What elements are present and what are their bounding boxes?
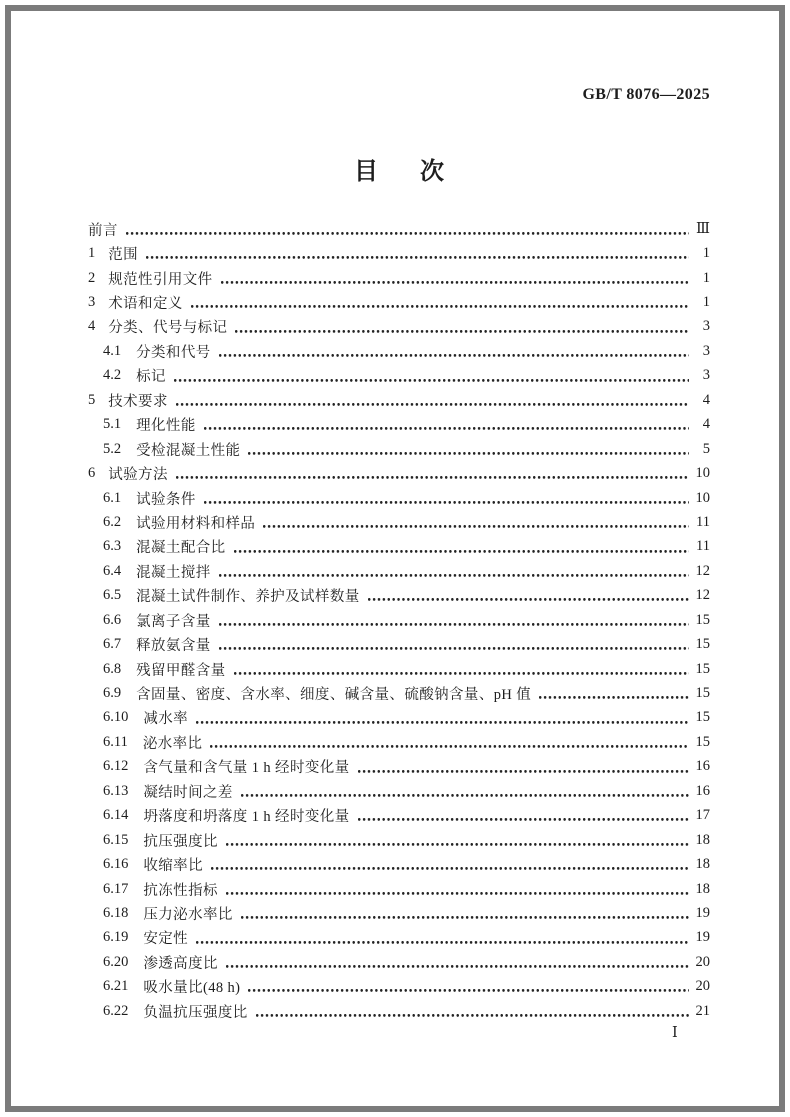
- toc-leader-dots: [196, 706, 689, 730]
- toc-entry-label: 试验方法: [108, 467, 168, 484]
- toc-leader-dots: [234, 535, 689, 559]
- toc-entry-number: 6.19: [103, 929, 129, 946]
- toc-entry-page: 1: [702, 269, 710, 286]
- toc-entry-number: 6.20: [103, 953, 129, 970]
- toc-entry: [88, 217, 710, 241]
- toc-entry-number: 6: [88, 465, 96, 482]
- toc-entry: [88, 608, 710, 632]
- toc-entry-page: 20: [695, 953, 710, 970]
- toc-entry-label: 坍落度和坍落度 1 h 经时变化量: [143, 809, 350, 826]
- toc-leader-dots: [204, 413, 689, 437]
- toc-leader-dots: [368, 584, 689, 608]
- toc-entry-number: 6.17: [103, 880, 129, 897]
- toc-entry: [88, 413, 710, 437]
- toc-entry-page: 5: [702, 440, 710, 457]
- toc-entry: [88, 877, 710, 901]
- toc-entry: [88, 510, 710, 534]
- toc-leader-dots: [256, 999, 689, 1023]
- toc-entry-number: 6.13: [103, 782, 129, 799]
- toc-entry-number: 6.14: [103, 807, 129, 824]
- toc-entry-number: 6.2: [103, 513, 122, 530]
- toc-entry: [88, 266, 710, 290]
- toc-entry-page: 11: [696, 538, 710, 555]
- toc-leader-dots: [234, 657, 689, 681]
- toc-entry-page: 3: [702, 367, 710, 384]
- toc-entry-number: 6.6: [103, 611, 122, 628]
- toc-entry-number: 3: [88, 294, 96, 311]
- toc-entry-label: 渗透高度比: [143, 955, 218, 972]
- toc-leader-dots: [226, 828, 689, 852]
- standard-code: GB/T 8076—2025: [582, 86, 710, 103]
- toc-entry-number: 6.15: [103, 831, 129, 848]
- toc-entry-page: 3: [702, 342, 710, 359]
- toc-entry: [88, 804, 710, 828]
- toc-entry-number: 6.5: [103, 587, 122, 604]
- toc-entry-page: 18: [695, 856, 710, 873]
- toc-entry-label: 混凝土搅拌: [136, 564, 211, 581]
- toc-list: [88, 217, 710, 1023]
- toc-entry: [88, 828, 710, 852]
- toc-entry-page: Ⅲ: [696, 220, 710, 237]
- toc-entry-number: 6.21: [103, 978, 129, 995]
- toc-entry-page: 17: [695, 807, 710, 824]
- toc-entry-page: 15: [695, 660, 710, 677]
- toc-leader-dots: [221, 266, 689, 290]
- toc-entry-label: 规范性引用文件: [108, 271, 213, 288]
- toc-entry-number: 6.22: [103, 1002, 129, 1019]
- toc-entry-label: 技术要求: [108, 393, 168, 410]
- page-content: [88, 0, 710, 1117]
- toc-leader-dots: [248, 975, 689, 999]
- toc-entry-page: 20: [695, 978, 710, 995]
- toc-entry-number: 2: [88, 269, 96, 286]
- toc-entry-label: 含气量和含气量 1 h 经时变化量: [143, 760, 350, 777]
- toc-entry-page: 1: [702, 294, 710, 311]
- toc-leader-dots: [211, 852, 689, 876]
- toc-entry: [88, 486, 710, 510]
- toc-entry: [88, 290, 710, 314]
- toc-entry-page: 15: [695, 709, 710, 726]
- toc-entry: [88, 584, 710, 608]
- toc-entry-page: 1: [702, 245, 710, 262]
- toc-entry: [88, 852, 710, 876]
- page-folio: Ⅰ: [672, 1025, 678, 1041]
- toc-entry-number: 4: [88, 318, 96, 335]
- toc-leader-dots: [241, 779, 689, 803]
- toc-entry-label: 术语和定义: [108, 296, 183, 313]
- toc-leader-dots: [226, 950, 689, 974]
- toc-entry-label: 残留甲醛含量: [136, 662, 226, 679]
- toc-entry-page: 12: [695, 562, 710, 579]
- page-title-char-1: 目: [354, 159, 378, 185]
- toc-entry: [88, 632, 710, 656]
- toc-entry-number: 6.18: [103, 904, 129, 921]
- toc-leader-dots: [146, 241, 689, 265]
- toc-entry: [88, 975, 710, 999]
- toc-entry: [88, 388, 710, 412]
- toc-leader-dots: [241, 901, 689, 925]
- toc-entry-number: 6.4: [103, 562, 122, 579]
- toc-entry-page: 15: [695, 733, 710, 750]
- toc-entry-number: 5.2: [103, 440, 122, 457]
- page-title: [88, 151, 710, 186]
- toc-leader-dots: [358, 804, 689, 828]
- toc-entry-page: 19: [695, 904, 710, 921]
- toc-entry: [88, 926, 710, 950]
- toc-leader-dots: [248, 437, 689, 461]
- toc-entry-page: 10: [695, 465, 710, 482]
- toc-entry-number: 6.16: [103, 856, 129, 873]
- page-title-char-2: 次: [420, 159, 444, 185]
- toc-entry: [88, 730, 710, 754]
- toc-entry-number: 6.10: [103, 709, 129, 726]
- toc-entry-label: 抗冻性指标: [143, 882, 218, 899]
- toc-entry-page: 15: [695, 611, 710, 628]
- toc-entry-label: 负温抗压强度比: [143, 1004, 248, 1021]
- toc-entry: [88, 755, 710, 779]
- toc-entry-label: 吸水量比(48 h): [143, 980, 241, 997]
- toc-entry-label: 压力泌水率比: [143, 906, 233, 923]
- toc-entry-page: 15: [695, 685, 710, 702]
- toc-leader-dots: [263, 510, 689, 534]
- toc-leader-dots: [196, 926, 689, 950]
- toc-entry-page: 16: [695, 758, 710, 775]
- toc-leader-dots: [174, 364, 689, 388]
- toc-entry-page: 12: [695, 587, 710, 604]
- toc-entry: [88, 559, 710, 583]
- toc-entry-page: 18: [695, 831, 710, 848]
- toc-leader-dots: [539, 681, 689, 705]
- toc-entry-label: 试验用材料和样品: [136, 515, 256, 532]
- toc-entry-label: 泌水率比: [142, 735, 203, 752]
- toc-entry-label: 分类和代号: [136, 344, 211, 361]
- toc-entry: [88, 315, 710, 339]
- toc-entry: [88, 437, 710, 461]
- toc-entry-label: 凝结时间之差: [143, 784, 233, 801]
- toc-entry-label: 氯离子含量: [136, 613, 211, 630]
- toc-entry: [88, 339, 710, 363]
- toc-entry-label: 抗压强度比: [143, 833, 218, 850]
- toc-entry-page: 19: [695, 929, 710, 946]
- toc-entry-label: 减水率: [143, 711, 189, 728]
- toc-entry-number: 6.9: [103, 685, 122, 702]
- toc-entry: [88, 950, 710, 974]
- toc-entry-label: 理化性能: [136, 418, 196, 435]
- toc-entry: [88, 901, 710, 925]
- toc-entry-page: 21: [695, 1002, 710, 1019]
- toc-leader-dots: [191, 290, 689, 314]
- toc-entry: [88, 364, 710, 388]
- toc-entry-label: 范围: [108, 247, 139, 264]
- toc-entry-number: 5.1: [103, 416, 122, 433]
- toc-leader-dots: [219, 632, 689, 656]
- toc-entry-number: 6.11: [103, 733, 128, 750]
- toc-entry-number: 4.2: [103, 367, 122, 384]
- toc-leader-dots: [226, 877, 689, 901]
- toc-entry-number: 5: [88, 391, 96, 408]
- toc-entry-page: 10: [695, 489, 710, 506]
- toc-entry-number: 6.3: [103, 538, 122, 555]
- toc-entry-label: 前言: [88, 222, 118, 239]
- toc-entry-label: 受检混凝土性能: [136, 442, 241, 459]
- toc-entry-number: 6.1: [103, 489, 122, 506]
- toc-entry-number: 6.12: [103, 758, 129, 775]
- toc-entry-label: 含固量、密度、含水率、细度、碱含量、硫酸钠含量、pH 值: [136, 687, 532, 704]
- toc-entry-page: 3: [702, 318, 710, 335]
- toc-entry-page: 15: [695, 636, 710, 653]
- toc-leader-dots: [126, 217, 689, 241]
- toc-leader-dots: [235, 315, 689, 339]
- toc-entry: [88, 779, 710, 803]
- toc-entry-label: 标记: [136, 369, 166, 386]
- toc-entry-label: 释放氨含量: [136, 638, 211, 655]
- toc-entry: [88, 535, 710, 559]
- toc-leader-dots: [219, 608, 689, 632]
- toc-leader-dots: [358, 755, 689, 779]
- toc-entry: [88, 681, 710, 705]
- toc-entry: [88, 241, 710, 265]
- toc-entry-label: 收缩率比: [143, 858, 203, 875]
- toc-entry-page: 16: [695, 782, 710, 799]
- toc-leader-dots: [176, 388, 689, 412]
- toc-entry-label: 试验条件: [136, 491, 196, 508]
- toc-entry-label: 混凝土试件制作、养护及试样数量: [136, 589, 360, 606]
- toc-entry: [88, 706, 710, 730]
- toc-entry-number: 6.8: [103, 660, 122, 677]
- toc-leader-dots: [176, 461, 689, 485]
- toc-entry-number: 6.7: [103, 636, 122, 653]
- toc-entry: [88, 657, 710, 681]
- toc-leader-dots: [204, 486, 689, 510]
- toc-entry-page: 18: [695, 880, 710, 897]
- toc-leader-dots: [219, 339, 689, 363]
- toc-leader-dots: [219, 559, 689, 583]
- toc-entry-page: 4: [702, 416, 710, 433]
- toc-entry-number: 1: [88, 245, 96, 262]
- toc-leader-dots: [210, 730, 689, 754]
- toc-entry-label: 分类、代号与标记: [108, 320, 228, 337]
- toc-entry: [88, 461, 710, 485]
- toc-entry-page: 4: [702, 391, 710, 408]
- toc-entry-label: 混凝土配合比: [136, 540, 226, 557]
- toc-entry-page: 11: [696, 513, 710, 530]
- toc-entry-label: 安定性: [143, 931, 189, 948]
- toc-entry: [88, 999, 710, 1023]
- toc-entry-number: 4.1: [103, 342, 122, 359]
